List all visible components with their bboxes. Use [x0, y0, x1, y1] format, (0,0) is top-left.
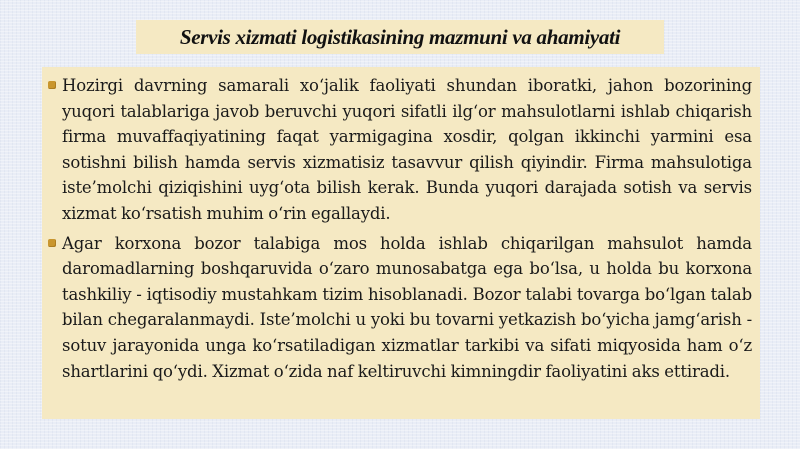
bullet-text-1: Hozirgi davrning samarali xo‘jalik faoliyati shundan iboratki, jahon bozorining yuqori talablariga javob beruvchi yuqori sifatli ilg‘or mahsulotlarni ishlab chiqarish firma muvaffaqiyatining faqat yarmigagina xosdir, qolgan ikkinchi yarmini esa sotishni bilish hamda servis xizmatisiz tasavvur qilish qiyindir. Firma mahsulotiga iste’molchi qiziqishini uyg‘ota bilish kerak. Bunda yuqori darajada sotish va servis xizmat ko‘rsatish muhim o‘rin egallaydi.	[62, 76, 752, 223]
bullet-item-1	[48, 73, 752, 227]
bullet-square-icon	[48, 239, 56, 247]
bullet-square-icon	[48, 81, 56, 89]
content-panel	[42, 67, 760, 419]
bullet-text-2: Agar korxona bozor talabiga mos holda ishlab chiqarilgan mahsulot hamda daromadlarning boshqaruvida o‘zaro munosabatga ega bo‘lsa, u holda bu korxona tashkiliy - iqtisodiy mustahkam tizim hisoblanadi. Bozor talabi tovarga bo‘lgan talab bilan chegaralanmaydi. Iste’molchi u yoki bu tovarni yetkazish bo‘yicha jamg‘arish - sotuv jarayonida unga ko‘rsatiladigan xizmatlar tarkibi va sifati miqyosida ham o‘z shartlarini qo‘ydi. Xizmat o‘zida naf keltiruvchi kimningdir faoliyatini aks ettiradi.	[62, 233, 752, 381]
slide-title: Servis xizmati logistikasining mazmuni va ahamiyati	[136, 20, 664, 54]
bullet-item-2	[48, 231, 752, 385]
